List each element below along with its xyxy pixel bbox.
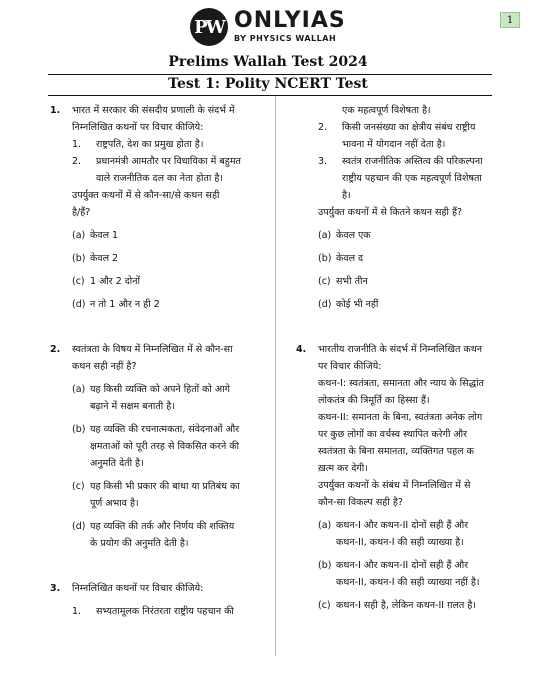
question-stem: भारतीय राजनीति के संदर्भ में निम्नलिखित कथन (318, 344, 483, 355)
column-divider (275, 96, 276, 656)
statement-item (72, 153, 254, 187)
option-marker: (c) (72, 276, 85, 287)
option-b[interactable] (72, 421, 254, 472)
option-text: यह व्यक्ति की रचनात्मकता, संवेदनाओं और (90, 424, 240, 435)
option-text: यह किसी व्यक्ति को अपने हितों को आगे (90, 384, 230, 395)
option-text: पूर्ण अभाव है। (90, 498, 139, 509)
statement-line: स्वतंत्रता के बिना समानता, व्यक्तिगत पहल क (318, 446, 474, 457)
statement-text: है। (342, 190, 351, 201)
option-d[interactable] (72, 296, 254, 313)
question-stem: कथन सही नहीं है? (72, 361, 137, 372)
option-marker: (a) (318, 230, 332, 241)
question-ask: है/हैं? (72, 207, 91, 218)
option-text: के प्रयोग की अनुमति देती है। (90, 538, 189, 549)
option-d[interactable] (318, 296, 496, 313)
option-b[interactable] (318, 557, 496, 591)
option-c[interactable] (318, 597, 496, 614)
statement-text: एक महत्वपूर्ण विशेषता है। (342, 105, 431, 116)
question-3 (50, 580, 254, 620)
option-text: केवल एक (336, 230, 371, 241)
option-marker: (a) (318, 520, 332, 531)
option-a[interactable] (318, 227, 496, 244)
statement-text: राष्ट्रपति, देश का प्रमुख होता है। (96, 139, 204, 150)
option-text: कथन-I सही है, लेकिन कथन-II ग़लत है। (336, 600, 476, 611)
statement-item-continued (318, 102, 496, 119)
title-rule-bottom (48, 95, 492, 96)
brand-subtitle: BY PHYSICS WALLAH (234, 34, 337, 43)
option-marker: (c) (318, 600, 331, 611)
question-stem: पर विचार कीजिये: (318, 361, 382, 372)
test-subtitle: Test 1: Polity NCERT Test (168, 76, 368, 92)
option-text: अनुमति देती है। (90, 458, 144, 469)
statement-item (72, 603, 254, 620)
option-a[interactable] (318, 517, 496, 551)
question-stem: स्वतंत्रता के विषय में निम्नलिखित में से कौन-सा (72, 344, 233, 355)
statement-text: प्रधानमंत्री आमतौर पर विधायिका में बहुमत (96, 156, 241, 167)
option-a[interactable] (72, 227, 254, 244)
option-marker: (b) (72, 253, 86, 264)
option-text: कथन-II, कथन-I की सही व्याख्या नहीं है। (336, 577, 480, 588)
page-number: 1 (500, 12, 520, 28)
option-text: बढ़ाने में सक्षम बनाती है। (90, 401, 175, 412)
option-text: यह किसी भी प्रकार की बाधा या प्रतिबंध का (90, 481, 240, 492)
question-ask: कौन-सा विकल्प सही है? (318, 497, 403, 508)
brand-name: ONLYIAS (234, 8, 346, 33)
test-title: Prelims Wallah Test 2024 (168, 54, 368, 70)
statement-line: पर कुछ लोगों का वर्चस्व स्थापित करेगी और (318, 429, 468, 440)
statement-text: वाले राजनीतिक दल का नेता होता है। (96, 173, 224, 184)
question-number: 1. (50, 105, 61, 116)
statement-marker: 3. (318, 156, 328, 167)
statement-text: भावना में योगदान नहीं देता है। (342, 139, 446, 150)
statement-line: ख़त्म कर देगी। (318, 463, 368, 474)
option-c[interactable] (318, 273, 496, 290)
option-text: यह व्यक्ति की तर्क और निर्णय की शक्तिय (90, 521, 235, 532)
statement-line: कथन-II: समानता के बिना, स्वतंत्रता अनेक लोग (318, 412, 483, 423)
left-column (50, 102, 254, 620)
question-ask: उपर्युक्त कथनों में से कौन-सा/से कथन सही (72, 190, 220, 201)
option-text: कथन-II, कथन-I की सही व्याख्या है। (336, 537, 464, 548)
question-stem: निम्नलिखित कथनों पर विचार कीजिये: (72, 122, 204, 133)
right-column (296, 102, 496, 614)
title-rule-top (48, 74, 492, 75)
statement-item (318, 119, 496, 153)
option-text: कथन-I और कथन-II दोनों सही हैं और (336, 520, 469, 531)
option-b[interactable] (318, 250, 496, 267)
question-number: 3. (50, 583, 61, 594)
statement-marker: 2. (72, 156, 82, 167)
question-ask: उपर्युक्त कथनों में से कितने कथन सही हैं? (318, 207, 463, 218)
option-marker: (b) (318, 253, 332, 264)
statement-line: लोकतंत्र की त्रिमूर्ति का हिस्सा हैं। (318, 395, 430, 406)
option-marker: (b) (72, 424, 86, 435)
option-d[interactable] (72, 518, 254, 552)
option-text: कोई भी नहीं (336, 299, 379, 310)
option-text: केवल 1 (90, 230, 119, 241)
question-3-continued (296, 102, 496, 313)
option-marker: (a) (72, 230, 86, 241)
option-marker: (d) (72, 299, 86, 310)
question-1 (50, 102, 254, 313)
question-stem: निम्नलिखित कथनों पर विचार कीजिये: (72, 583, 204, 594)
option-c[interactable] (72, 478, 254, 512)
brand-block (234, 10, 346, 43)
option-b[interactable] (72, 250, 254, 267)
option-text: केवल द (336, 253, 364, 264)
option-text: क्षमताओं को पूरी तरह से विकसित करने की (90, 441, 240, 452)
statement-item (72, 136, 254, 153)
option-marker: (b) (318, 560, 332, 571)
statement-text: राष्ट्रीय पहचान की एक महत्वपूर्ण विशेषता (342, 173, 482, 184)
option-text: कथन-I और कथन-II दोनों सही हैं और (336, 560, 469, 571)
question-number: 2. (50, 344, 61, 355)
statement-text: स्वतंत्र राजनीतिक अस्तित्व की परिकल्पना (342, 156, 483, 167)
option-marker: (c) (72, 481, 85, 492)
option-a[interactable] (72, 381, 254, 415)
question-2 (50, 341, 254, 552)
statement-text: सभ्यतामूलक निरंतरता राष्ट्रीय पहचान की (96, 606, 234, 617)
statement-marker: 2. (318, 122, 328, 133)
option-marker: (a) (72, 384, 86, 395)
page-header (0, 0, 536, 54)
question-4 (296, 341, 496, 614)
option-marker: (c) (318, 276, 331, 287)
statement-item (318, 153, 496, 204)
question-number: 4. (296, 344, 307, 355)
statement-marker: 1. (72, 139, 82, 150)
option-marker: (d) (72, 521, 86, 532)
statement-marker: 1. (72, 606, 82, 617)
option-c[interactable] (72, 273, 254, 290)
question-ask: उपर्युक्त कथनों के संबंध में निम्नलिखित में से (318, 480, 471, 491)
option-marker: (d) (318, 299, 332, 310)
statement-line: कथन-I: स्वतंत्रता, समानता और न्याय के सिद्धांत (318, 378, 484, 389)
question-stem: भारत में सरकार की संसदीय प्रणाली के संदर्भ में (72, 105, 235, 116)
option-text: 1 और 2 दोनों (90, 276, 140, 287)
statement-text: किसी जनसंख्या का क्षेत्रीय संबंध राष्ट्रीय (342, 122, 476, 133)
option-text: केवल 2 (90, 253, 119, 264)
pw-logo: PW (190, 8, 228, 46)
option-text: न तो 1 और न ही 2 (90, 299, 160, 310)
option-text: सभी तीन (336, 276, 368, 287)
